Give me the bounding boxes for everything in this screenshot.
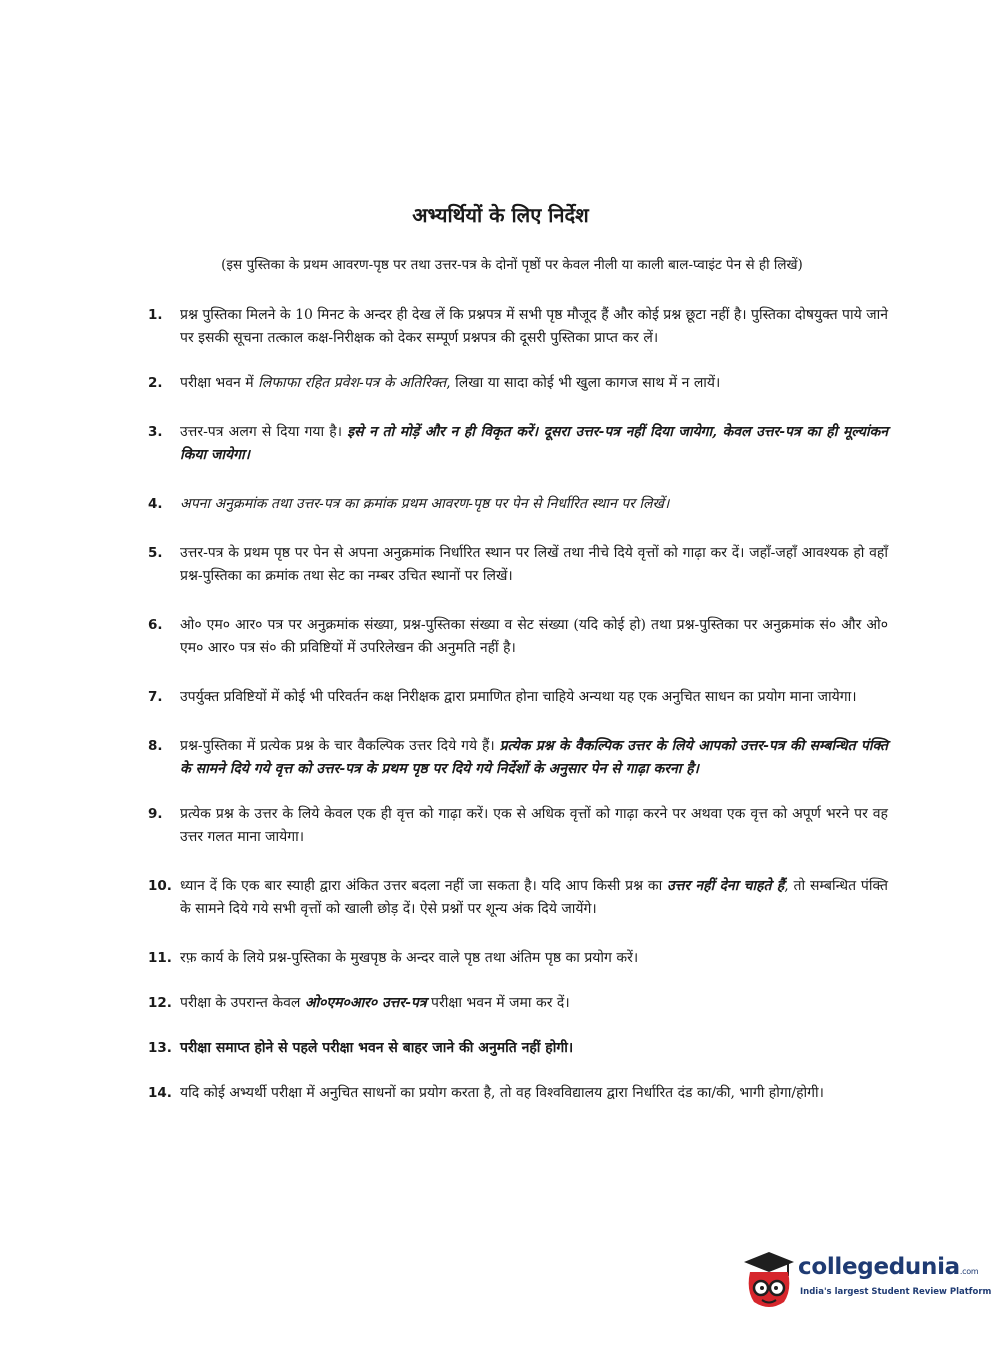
item-number: 6. [148, 617, 163, 633]
item-text: प्रत्येक प्रश्न के उत्तर के लिये केवल एक ही वृत्त को गाढ़ा करें। एक से अधिक वृत्तों को गाढ़ा करने पर अथवा एक वृत्त को अपूर्ण भरने पर वह उत्तर गलत माना जायेगा। [180, 806, 888, 845]
list-item [148, 735, 888, 781]
item-number: 1. [148, 307, 163, 323]
student-mascot-icon [742, 1250, 796, 1312]
item-text: ध्यान दें कि एक बार स्याही द्वारा अंकित उत्तर बदला नहीं जा सकता है। यदि आप किसी प्रश्न का उत्तर नहीं देना चाहते हैं, तो सम्बन्धित पंक्ति के सामने दिये गये सभी वृत्तों को खाली छोड़ दें। ऐसे प्रश्नों पर शून्य अंक दिये जायेंगे। [180, 878, 888, 917]
list-item [148, 1037, 888, 1060]
item-number: 3. [148, 424, 163, 440]
item-number: 4. [148, 496, 163, 512]
collegedunia-logo [742, 1250, 992, 1320]
item-number: 8. [148, 738, 163, 754]
logo-name: collegedunia.com [798, 1254, 979, 1280]
item-text: उत्तर-पत्र के प्रथम पृष्ठ पर पेन से अपना अनुक्रमांक निर्धारित स्थान पर लिखें तथा नीचे दिये वृत्तों को गाढ़ा कर दें। जहाँ-जहाँ आवश्यक हो वहाँ प्रश्न-पुस्तिका का क्रमांक तथा सेट का नम्बर उचित स्थानों पर लिखें। [180, 545, 888, 584]
item-text: उत्तर-पत्र अलग से दिया गया है। इसे न तो मोड़ें और न ही विकृत करें। दूसरा उत्तर-पत्र नहीं दिया जायेगा, केवल उत्तर-पत्र का ही मूल्यांकन किया जायेगा। [180, 424, 888, 463]
list-item [148, 372, 888, 395]
list-item [148, 614, 888, 660]
logo-suffix: .com [959, 1267, 979, 1276]
item-number: 12. [148, 995, 172, 1011]
item-number: 10. [148, 878, 172, 894]
item-number: 2. [148, 375, 163, 391]
item-text: प्रश्न-पुस्तिका में प्रत्येक प्रश्न के चार वैकल्पिक उत्तर दिये गये हैं। प्रत्येक प्रश्न के वैकल्पिक उत्तर के लिये आपको उत्तर-पत्र की सम्बन्धित पंक्ति के सामने दिये गये वृत्त को उत्तर-पत्र के प्रथम पृष्ठ पर दिये गये निर्देशों के अनुसार पेन से गाढ़ा करना है। [180, 738, 888, 777]
item-text: प्रश्न पुस्तिका मिलने के 10 मिनट के अन्दर ही देख लें कि प्रश्नपत्र में सभी पृष्ठ मौजूद हैं और कोई प्रश्न छूटा नहीं है। पुस्तिका दोषयुक्त पाये जाने पर इसकी सूचना तत्काल कक्ष-निरीक्षक को देकर सम्पूर्ण प्रश्नपत्र की दूसरी पुस्तिका प्राप्त कर लें। [180, 307, 888, 346]
item-text: परीक्षा भवन में लिफाफा रहित प्रवेश-पत्र के अतिरिक्त, लिखा या सादा कोई भी खुला कागज साथ में न लायें। [180, 375, 721, 391]
item-number: 11. [148, 950, 172, 966]
instruction-list [148, 304, 888, 1105]
list-item [148, 304, 888, 350]
item-number: 14. [148, 1085, 172, 1101]
item-text: यदि कोई अभ्यर्थी परीक्षा में अनुचित साधनों का प्रयोग करता है, तो वह विश्वविद्यालय द्वारा निर्धारित दंड का/की, भागी होगा/होगी। [180, 1085, 824, 1101]
item-text: रफ़ कार्य के लिये प्रश्न-पुस्तिका के मुखपृष्ठ के अन्दर वाले पृष्ठ तथा अंतिम पृष्ठ का प्रयोग करें। [180, 950, 639, 966]
item-number: 5. [148, 545, 163, 561]
list-item [148, 493, 888, 516]
item-text-bold-italic: ओ०एम०आर० उत्तर-पत्र [304, 995, 427, 1011]
item-text-bold-italic: उत्तर नहीं देना चाहते हैं [667, 878, 785, 894]
list-item [148, 421, 888, 467]
item-number: 9. [148, 806, 163, 822]
page-title: अभ्यर्थियों के लिए निर्देश [412, 203, 589, 227]
page-subtitle: (इस पुस्तिका के प्रथम आवरण-पृष्ठ पर तथा उत्तर-पत्र के दोनों पृष्ठों पर केवल नीली या काली बाल-प्वाइंट पेन से ही लिखें) [221, 257, 803, 273]
list-item [148, 803, 888, 849]
list-item [148, 875, 888, 921]
item-text: परीक्षा समाप्त होने से पहले परीक्षा भवन से बाहर जाने की अनुमति नहीं होगी। [180, 1040, 574, 1056]
item-text: अपना अनुक्रमांक तथा उत्तर-पत्र का क्रमांक प्रथम आवरण-पृष्ठ पर पेन से निर्धारित स्थान पर लिखें। [180, 496, 670, 512]
list-item [148, 542, 888, 588]
item-text-bold-italic: प्रत्येक प्रश्न के वैकल्पिक उत्तर के लिये आपको उत्तर-पत्र की सम्बन्धित पंक्ति के सामने दिये गये वृत्त को उत्तर-पत्र के प्रथम पृष्ठ पर दिये गये निर्देशों के अनुसार पेन से गाढ़ा करना है। [180, 738, 888, 777]
item-number: 13. [148, 1040, 172, 1056]
list-item [148, 947, 888, 970]
item-text-italic: लिफाफा रहित प्रवेश-पत्र के अतिरिक्त [258, 375, 447, 391]
list-item [148, 1082, 888, 1105]
item-text: ओ० एम० आर० पत्र पर अनुक्रमांक संख्या, प्रश्न-पुस्तिका संख्या व सेट संख्या (यदि कोई हो) तथा प्रश्न-पुस्तिका पर अनुक्रमांक सं० और ओ० एम० आर० पत्र सं० की प्रविष्टियों में उपरिलेखन की अनुमति नहीं है। [180, 617, 888, 656]
item-text-bold-italic: इसे न तो मोड़ें और न ही विकृत करें। दूसरा उत्तर-पत्र नहीं दिया जायेगा, केवल उत्तर-पत्र का ही मूल्यांकन किया जायेगा। [180, 424, 888, 463]
list-item [148, 992, 888, 1015]
logo-tagline: India's largest Student Review Platform [800, 1287, 992, 1297]
item-text: उपर्युक्त प्रविष्टियों में कोई भी परिवर्तन कक्ष निरीक्षक द्वारा प्रमाणित होना चाहिये अन्यथा यह एक अनुचित साधन का प्रयोग माना जायेगा। [180, 689, 857, 705]
list-item [148, 686, 888, 709]
item-text: परीक्षा के उपरान्त केवल ओ०एम०आर० उत्तर-पत्र परीक्षा भवन में जमा कर दें। [180, 995, 570, 1011]
item-number: 7. [148, 689, 163, 705]
